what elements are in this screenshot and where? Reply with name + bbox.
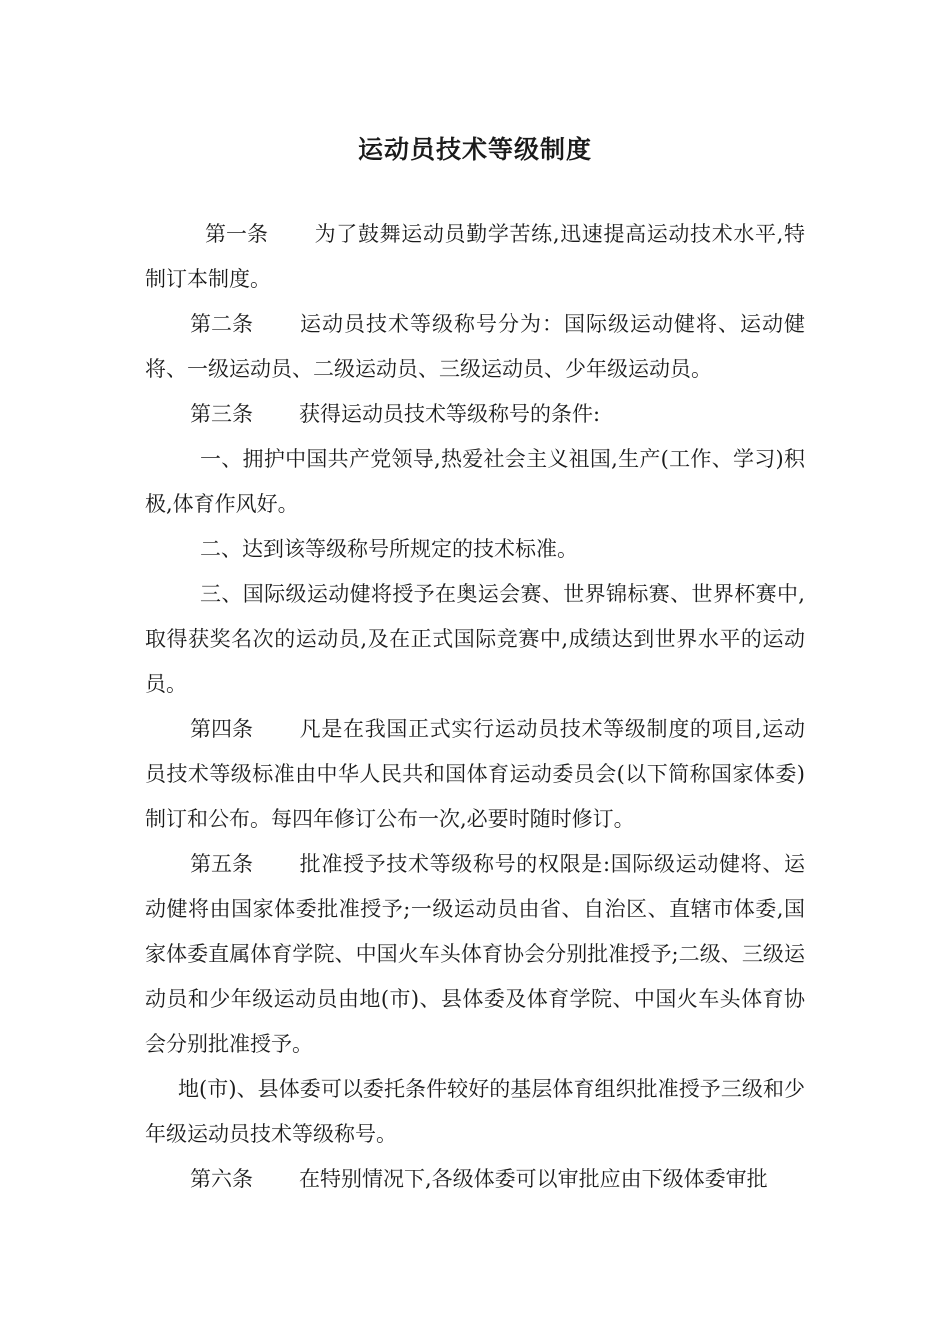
article-5 bbox=[145, 842, 805, 1067]
condition-text: 一、拥护中国共产党领导,热爱社会主义祖国,生产(工作、学习)积极,体育作风好。 bbox=[145, 447, 805, 516]
document-title: 运动员技术等级制度 bbox=[357, 135, 592, 164]
condition-2 bbox=[145, 527, 805, 572]
article-2 bbox=[145, 302, 805, 392]
condition-text: 三、国际级运动健将授予在奥运会赛、世界锦标赛、世界杯赛中,取得获奖名次的运动员,及在正式国际竞赛中,成绩达到世界水平的运动员。 bbox=[145, 582, 805, 696]
article-text: 获得运动员技术等级称号的条件: bbox=[299, 402, 601, 426]
article-3 bbox=[145, 392, 805, 437]
article-text: 在特别情况下,各级体委可以审批应由下级体委审批 bbox=[299, 1167, 768, 1191]
article-label: 第四条 bbox=[190, 717, 253, 741]
article-text: 为了鼓舞运动员勤学苦练,迅速提高运动技术水平,特制订本制度。 bbox=[145, 222, 805, 291]
article-1 bbox=[145, 212, 805, 302]
condition-1 bbox=[145, 437, 805, 527]
article-label: 第六条 bbox=[190, 1167, 253, 1191]
article-6 bbox=[145, 1157, 805, 1202]
condition-text: 二、达到该等级称号所规定的技术标准。 bbox=[200, 537, 578, 561]
article-5-supplement bbox=[145, 1067, 805, 1157]
article-label: 第一条 bbox=[205, 222, 268, 246]
condition-3 bbox=[145, 572, 805, 707]
article-label: 第三条 bbox=[190, 402, 253, 426]
article-label: 第二条 bbox=[190, 312, 253, 336]
article-4 bbox=[145, 707, 805, 842]
supplement-text: 地(市)、县体委可以委托条件较好的基层体育组织批准授予三级和少年级运动员技术等级称号。 bbox=[145, 1077, 805, 1146]
article-text: 运动员技术等级称号分为：国际级运动健将、运动健将、一级运动员、二级运动员、三级运动员、少年级运动员。 bbox=[145, 312, 805, 381]
article-label: 第五条 bbox=[190, 852, 253, 876]
article-text: 凡是在我国正式实行运动员技术等级制度的项目,运动员技术等级标准由中华人民共和国体育运动委员会(以下简称国家体委)制订和公布。每四年修订公布一次,必要时随时修订。 bbox=[145, 717, 805, 831]
document-body bbox=[145, 212, 805, 1202]
article-text: 批准授予技术等级称号的权限是:国际级运动健将、运动健将由国家体委批准授予;一级运动员由省、自治区、直辖市体委,国家体委直属体育学院、中国火车头体育协会分别批准授予;二级、三级运动员和少年级运动员由地(市)、县体委及体育学院、中国火车头体育协会分别批准授予。 bbox=[145, 852, 805, 1056]
